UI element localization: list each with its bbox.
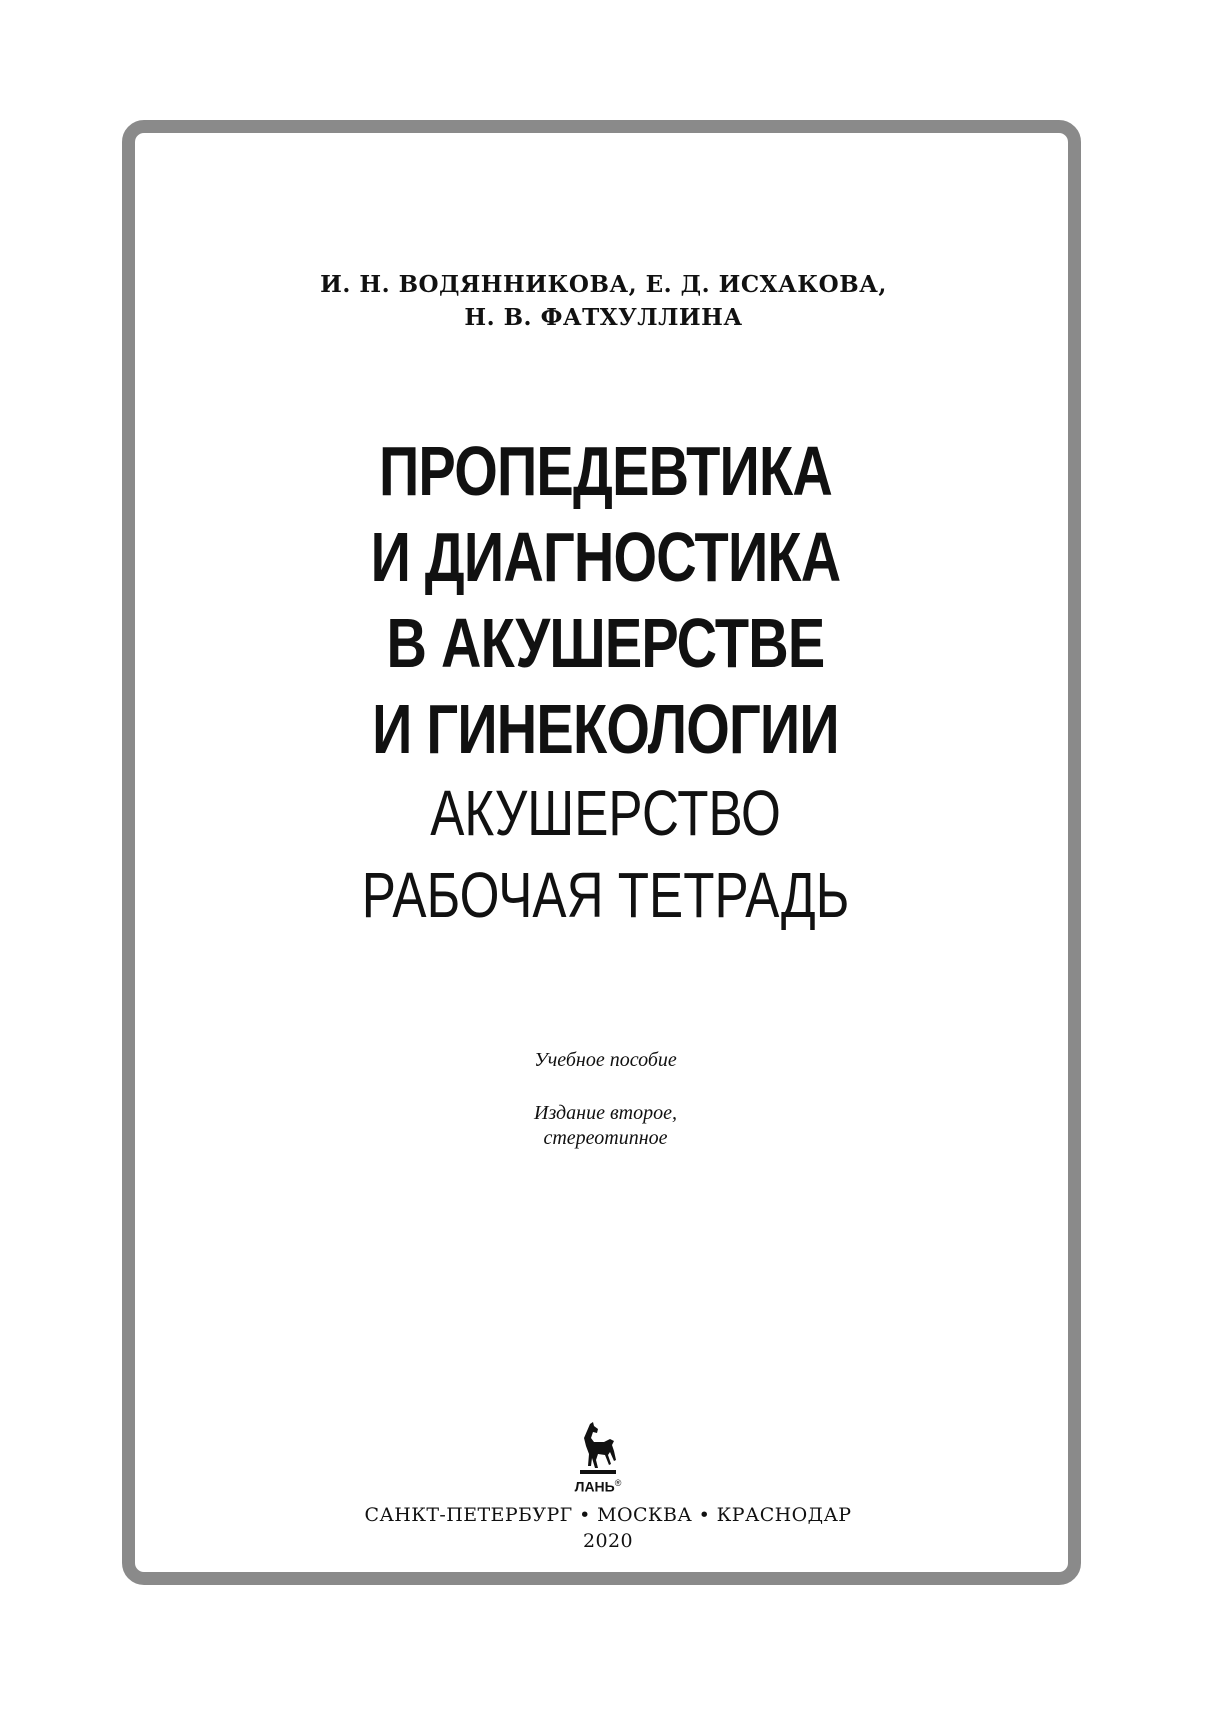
title-line-4: И ГИНЕКОЛОГИИ — [372, 690, 839, 768]
genre-label: Учебное пособие — [534, 1049, 677, 1071]
doe-deer-icon — [570, 1420, 626, 1480]
imprint — [5, 1502, 1211, 1554]
authors-line-1: И. Н. ВОДЯННИКОВА, Е. Д. ИСХАКОВА, — [320, 271, 887, 298]
subtitle-line-1: АКУШЕРСТВО — [430, 777, 781, 849]
imprint-year: 2020 — [583, 1530, 633, 1552]
subtitle-line-2: РАБОЧАЯ ТЕТРАДЬ — [361, 859, 850, 931]
registered-mark: ® — [614, 1478, 622, 1488]
book-subtitle — [121, 772, 1090, 936]
authors-line-2: Н. В. ФАТХУЛЛИНА — [464, 304, 743, 331]
title-line-3: В АКУШЕРСТВЕ — [386, 604, 825, 682]
authors-block — [0, 268, 1211, 334]
imprint-cities: САНКТ-ПЕТЕРБУРГ • МОСКВА • КРАСНОДАР — [364, 1504, 852, 1526]
publisher-logo — [570, 1420, 626, 1498]
edition-line-1: Издание второе, — [534, 1102, 677, 1124]
edition-note — [0, 1101, 1211, 1151]
book-title — [121, 428, 1090, 772]
title-line-2: И ДИАГНОСТИКА — [370, 518, 841, 596]
title-line-1: ПРОПЕДЕВТИКА — [378, 432, 833, 510]
publisher-logo-text: ЛАНЬ® — [574, 1478, 622, 1495]
edition-line-2: стереотипное — [543, 1127, 668, 1149]
